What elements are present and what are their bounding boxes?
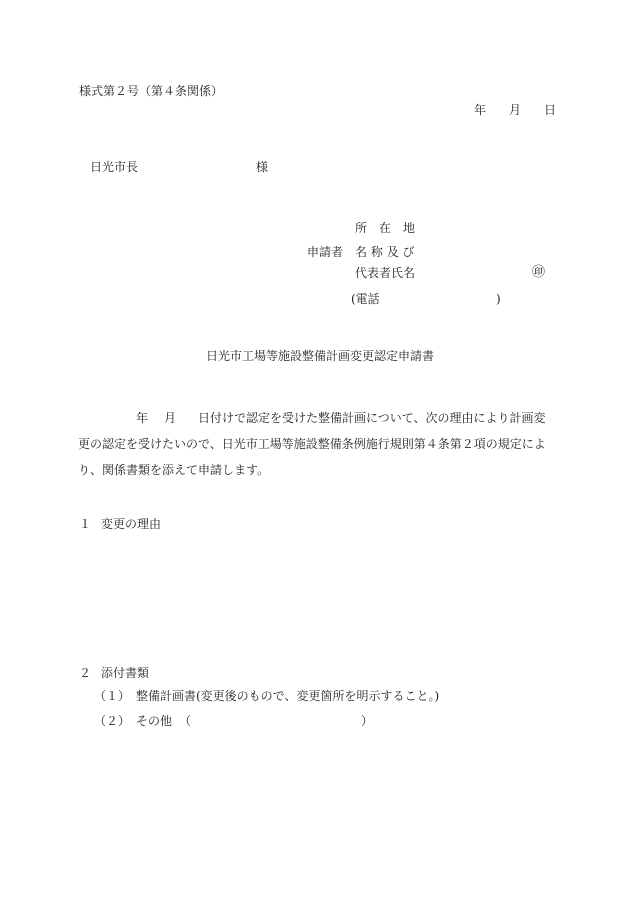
section-reason	[79, 516, 161, 532]
representative-label: 代表者氏名	[355, 266, 416, 280]
item-number: （２）	[94, 714, 131, 728]
body-month: 月	[164, 411, 177, 425]
phone-label: (電話	[351, 292, 380, 306]
other-close-paren: ）	[361, 714, 374, 728]
date-day-label: 日	[544, 103, 557, 117]
section-label: 添付書類	[101, 666, 150, 680]
body-paragraph	[78, 405, 548, 483]
item-text: その他	[136, 714, 173, 728]
section-attachments	[79, 665, 149, 681]
body-text: 日付けで認定を受けた整備計画について、次の理由により計画変更の認定を受けたいので、日光市工場等施設整備条例施行規則第４条第２項の規定により、関係書類を添えて申請します。	[78, 411, 546, 477]
item-number: （１）	[94, 689, 131, 703]
addressee-honorific: 様	[256, 160, 269, 174]
body-year: 年	[136, 411, 149, 425]
date-month-label: 月	[509, 103, 522, 117]
attachment-item	[94, 713, 172, 729]
name-label: 名 称 及 び	[355, 245, 415, 259]
address-label: 所 在 地	[355, 221, 416, 235]
other-open-paren: （	[179, 714, 192, 728]
seal-mark: ㊞	[532, 265, 546, 280]
document-title: 日光市工場等施設整備計画変更認定申請書	[206, 349, 435, 363]
applicant-label: 申請者	[307, 245, 344, 259]
item-text: 整備計画書(変更後のもので、変更箇所を明示すること。)	[136, 689, 440, 703]
section-label: 変更の理由	[101, 517, 162, 531]
section-number: １	[79, 517, 92, 531]
phone-close-paren: )	[496, 292, 501, 306]
section-number: ２	[79, 666, 92, 680]
date-year-label: 年	[474, 103, 487, 117]
form-number: 様式第２号（第４条関係）	[79, 84, 224, 98]
attachment-item	[94, 688, 439, 704]
addressee-name: 日光市長	[90, 160, 139, 174]
